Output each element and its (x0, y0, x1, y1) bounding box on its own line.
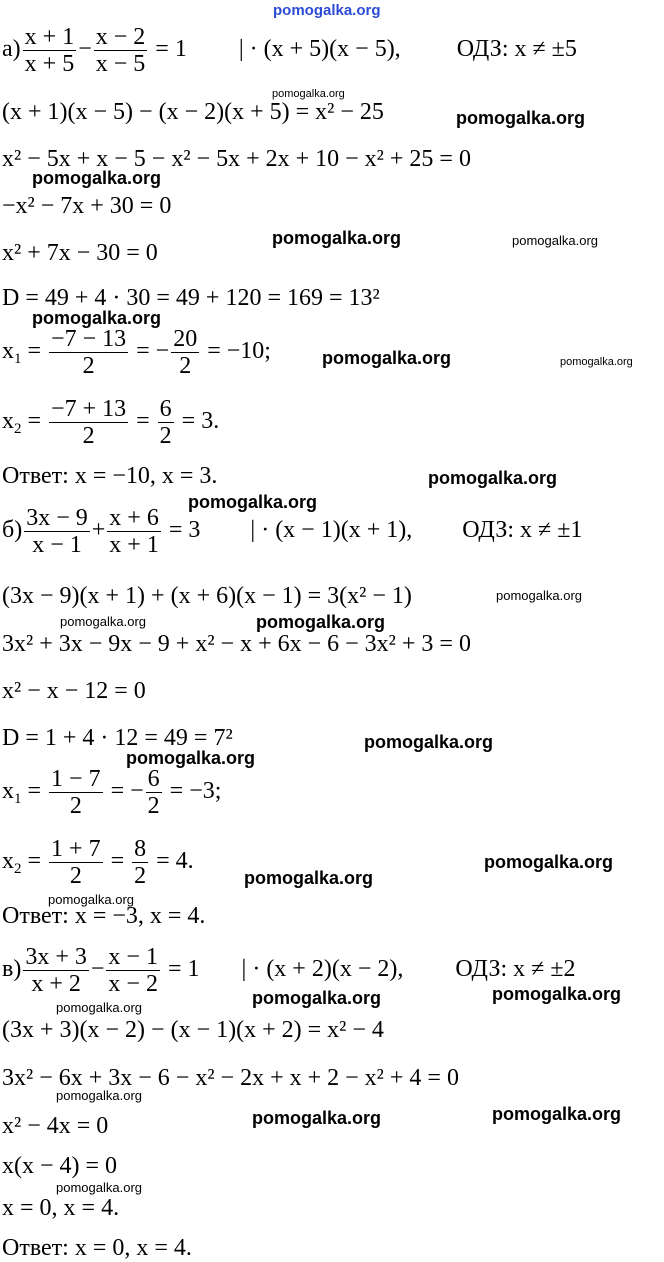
a-fraction-2: $\frac{x - 2}{x - 5}$ (95, 24, 146, 77)
c-multiplier: | · (x + 2)(x − 2), (241, 956, 404, 983)
c-fraction-1: $\frac{3x + 3}{x + 2}$ (25, 944, 87, 997)
a-multiplier: | · (x + 5)(x − 5), (238, 36, 401, 63)
c-label: в) (2, 956, 22, 983)
watermark: pomogalka.org (32, 308, 162, 328)
c-rhs: = 1 (167, 956, 200, 983)
a-fraction-1: $\frac{x + 1}{x + 5}$ (24, 24, 75, 77)
a-discriminant: D = 49 + 4 · 30 = 49 + 120 = 169 = 13² (2, 285, 380, 311)
b-fraction-1: $\frac{3x - 9}{x - 1}$ (26, 505, 88, 558)
watermark: pomogalka.org (56, 1088, 142, 1103)
a-odz: ОДЗ: x ≠ ±5 (456, 36, 577, 63)
watermark: pomogalka.org (364, 732, 494, 752)
b-fraction-2: $\frac{x + 6}{x + 1}$ (109, 505, 159, 558)
b-line-4: x² − x − 12 = 0 (2, 678, 146, 704)
c-answer: Ответ: x = 0, x = 4. (2, 1235, 192, 1261)
a-rhs: = 1 (155, 36, 187, 63)
a-answer: Ответ: x = −10, x = 3. (2, 463, 218, 489)
b-line-2: (3x − 9)(x + 1) + (x + 6)(x − 1) = 3(x² − 1) (2, 583, 412, 609)
watermark: pomogalka.org (272, 228, 402, 248)
watermark: pomogalka.org (60, 614, 146, 629)
watermark: pomogalka.org (560, 356, 633, 368)
a-label: а) (2, 36, 21, 63)
a-line-4: −x² − 7x + 30 = 0 (2, 193, 172, 219)
watermark: pomogalka.org (492, 1104, 622, 1124)
b-label: б) (2, 517, 23, 544)
a-line-5: x² + 7x − 30 = 0 (2, 240, 158, 266)
c-line-2: (3x + 3)(x − 2) − (x − 1)(x + 2) = x² − 4 (2, 1017, 384, 1043)
a-line-3: x² − 5x + x − 5 − x² − 5x + 2x + 10 − x² + 25 = 0 (2, 146, 471, 172)
watermark: pomogalka.org (252, 988, 382, 1008)
watermark: pomogalka.org (56, 1000, 142, 1015)
c-line-5: x(x − 4) = 0 (2, 1153, 118, 1179)
watermark: pomogalka.org (322, 348, 452, 368)
a-line-2: (x + 1)(x − 5) − (x − 2)(x + 5) = x² − 25 (2, 99, 384, 125)
watermark: pomogalka.org (272, 88, 345, 100)
top-watermark[interactable]: pomogalka.org (273, 2, 381, 19)
b-root-2: $x_2$ = $\frac{1 + 7}{2}$ = $\frac{8}{2}$ = 4. (2, 836, 194, 889)
watermark: pomogalka.org (56, 1180, 142, 1195)
b-multiplier: | · (x − 1)(x + 1), (250, 517, 413, 544)
watermark: pomogalka.org (496, 588, 582, 603)
c-line-4: x² − 4x = 0 (2, 1113, 109, 1139)
b-discriminant: D = 1 + 4 · 12 = 49 = 7² (2, 725, 233, 751)
a-root-2: $x_2$ = $\frac{-7 + 13}{2}$ = $\frac{6}{2}$ = 3. (2, 396, 220, 449)
watermark: pomogalka.org (252, 1108, 382, 1128)
watermark: pomogalka.org (512, 233, 598, 248)
b-rhs: = 3 (168, 517, 201, 544)
b-odz: ОДЗ: x ≠ ±1 (462, 517, 583, 544)
c-line-3: 3x² − 6x + 3x − 6 − x² − 2x + x + 2 − x² + 4 = 0 (2, 1065, 459, 1091)
c-odz: ОДЗ: x ≠ ±2 (455, 956, 576, 983)
watermark: pomogalka.org (32, 168, 162, 188)
watermark: pomogalka.org (244, 868, 374, 888)
watermark: pomogalka.org (484, 852, 614, 872)
a-equation: а) $\frac{x + 1}{x + 5}$ − $\frac{x - 2}{x - 5}$ = 1 | · (x + 5)(x − 5), ОДЗ: x ≠ ±5 (2, 24, 577, 77)
c-line-6: x = 0, x = 4. (2, 1195, 120, 1221)
watermark: pomogalka.org (48, 892, 134, 907)
watermark: pomogalka.org (126, 748, 256, 768)
b-answer: Ответ: x = −3, x = 4. (2, 903, 206, 929)
c-fraction-2: $\frac{x - 1}{x - 2}$ (108, 944, 158, 997)
watermark: pomogalka.org (492, 984, 622, 1004)
b-equation: б) $\frac{3x - 9}{x - 1}$ + $\frac{x + 6}{x + 1}$ = 3 | · (x − 1)(x + 1), ОДЗ: x ≠ ±1 (2, 505, 583, 558)
watermark: pomogalka.org (256, 612, 386, 632)
b-line-3: 3x² + 3x − 9x − 9 + x² − x + 6x − 6 − 3x² + 3 = 0 (2, 631, 471, 657)
watermark: pomogalka.org (188, 492, 318, 512)
watermark: pomogalka.org (428, 468, 558, 488)
c-equation: в) $\frac{3x + 3}{x + 2}$ − $\frac{x - 1}{x - 2}$ = 1 | · (x + 2)(x − 2), ОДЗ: x ≠ ±2 (2, 944, 576, 997)
watermark: pomogalka.org (456, 108, 586, 128)
a-root-1: $x_1$ = $\frac{-7 - 13}{2}$ = − $\frac{20}{2}$ = −10; (2, 326, 271, 379)
b-root-1: $x_1$ = $\frac{1 - 7}{2}$ = − $\frac{6}{2}$ = −3; (2, 766, 222, 819)
